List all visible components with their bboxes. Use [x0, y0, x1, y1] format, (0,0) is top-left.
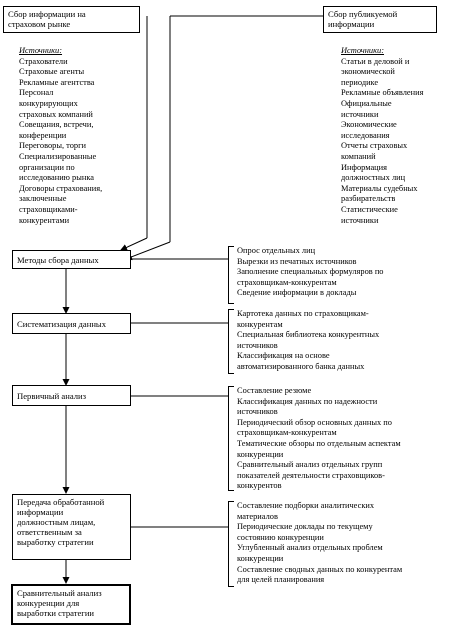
top-left-box-line: страховом рынке: [8, 19, 71, 29]
list-item: автоматизированного банка данных: [237, 361, 365, 371]
list-item: организации по: [19, 162, 75, 172]
step-box-systematization: [12, 313, 131, 334]
brace: [228, 309, 234, 374]
list-item: конференции: [19, 130, 67, 140]
list-item: источников: [237, 340, 278, 350]
top-left-box-line: Сбор информации на: [8, 9, 86, 19]
brace: [228, 246, 234, 304]
brace: [228, 386, 234, 491]
list-item: конкуренции: [237, 553, 284, 563]
list-item: Страхователи: [19, 56, 68, 66]
list-item: Статьи в деловой и: [341, 56, 410, 66]
list-item: исследования: [341, 130, 390, 140]
list-item: Составление подборки аналитических: [237, 501, 375, 510]
top-right-box-line: информации: [328, 19, 375, 29]
list-item: Рекламные объявления: [341, 88, 424, 98]
final-box-line: Сравнительный анализ: [17, 588, 102, 598]
step-details-systematization: [237, 309, 379, 373]
list-item: страховщикам-конкурентам: [237, 428, 337, 438]
list-item: источники: [341, 109, 379, 119]
list-item: исследованию рынка: [19, 173, 94, 183]
step-label: выработку стратегии: [17, 537, 94, 547]
list-item: источники: [341, 215, 379, 225]
list-item: Сведение информации в доклады: [237, 288, 357, 298]
step-label: должностным лицам,: [17, 517, 96, 527]
left-sources: [19, 46, 102, 226]
list-item: компаний: [341, 151, 376, 161]
top-left-box: [3, 6, 140, 33]
final-box: [11, 584, 131, 625]
list-item: страховщиками-: [19, 204, 78, 214]
list-item: Персонал: [19, 88, 54, 98]
list-item: Отчеты страховых: [341, 141, 408, 151]
top-right-box-line: Сбор публикуемой: [328, 9, 398, 19]
list-item: Картотека данных по страховщикам-: [237, 309, 369, 318]
list-item: Статистические: [341, 204, 398, 214]
list-item: должностных лиц: [341, 173, 406, 183]
step-label: ответственным за: [17, 527, 82, 537]
step-details-primary-analysis: [237, 386, 401, 492]
list-item: Углубленный анализ отдельных проблем: [237, 543, 383, 553]
list-item: Информация: [341, 162, 387, 172]
list-item: страховщикам-конкурентам: [237, 277, 337, 287]
list-item: Официальные: [341, 98, 392, 108]
list-item: Специализированные: [19, 151, 97, 161]
right-sources-heading: Источники:: [341, 46, 385, 55]
list-item: экономической: [341, 67, 395, 77]
step-label: Методы сбора данных: [17, 255, 99, 265]
list-item: Опрос отдельных лиц: [237, 246, 316, 255]
step-details-transfer: [237, 501, 402, 586]
list-item: источников: [237, 407, 278, 417]
list-item: страховых компаний: [19, 109, 93, 119]
list-item: конкурирующих: [19, 98, 78, 108]
list-item: Специальная библиотека конкурентных: [237, 330, 380, 340]
step-box-transfer: [12, 494, 131, 560]
list-item: Материалы судебных: [341, 183, 418, 193]
list-item: заключенные: [19, 194, 67, 204]
list-item: Периодический обзор основных данных по: [237, 417, 392, 427]
list-item: разбирательств: [341, 194, 396, 204]
list-item: Составление резюме: [237, 386, 312, 395]
list-item: для целей планирования: [237, 575, 325, 585]
top-right-box: [323, 6, 437, 33]
list-item: состоянию конкуренции: [237, 532, 324, 542]
list-item: конкурентами: [19, 215, 70, 225]
list-item: Сравнительный анализ отдельных групп: [237, 460, 383, 470]
step-box-methods: [12, 250, 131, 269]
list-item: Классификация на основе: [237, 351, 330, 361]
final-box-line: выработки стратегии: [17, 608, 95, 618]
list-item: конкурентов: [237, 481, 282, 491]
list-item: периодике: [341, 77, 379, 87]
step-label: Передача обработанной: [17, 497, 105, 507]
list-item: показателей деятельности страховщиков-: [237, 470, 385, 480]
final-box-line: конкуренции для: [17, 598, 80, 608]
left-sources-heading: Источники:: [19, 46, 63, 55]
list-item: Классификация данных по надежности: [237, 396, 378, 406]
step-label: Первичный анализ: [17, 391, 87, 401]
list-item: конкуренции: [237, 449, 284, 459]
list-item: Тематические обзоры по отдельным аспектам: [237, 438, 401, 448]
step-label: информации: [17, 507, 64, 517]
brace: [228, 501, 234, 587]
step-box-primary-analysis: [12, 385, 131, 406]
list-item: Договоры страхования,: [19, 183, 103, 193]
list-item: Переговоры, торги: [19, 141, 87, 151]
step-details-methods: [237, 246, 384, 299]
list-item: Вырезки из печатных источников: [237, 256, 357, 266]
right-sources: [341, 46, 423, 226]
step-label: Систематизация данных: [17, 319, 107, 329]
list-item: материалов: [237, 511, 278, 521]
list-item: Совещания, встречи,: [19, 120, 94, 130]
list-item: Составление сводных данных по конкурентам: [237, 564, 403, 574]
list-item: Страховые агенты: [19, 67, 85, 77]
arrow-left-source: [121, 238, 147, 250]
list-item: Периодические доклады по текущему: [237, 522, 373, 532]
list-item: конкурентам: [237, 319, 283, 329]
list-item: Экономические: [341, 120, 397, 130]
list-item: Заполнение специальных формуляров по: [237, 267, 384, 277]
list-item: Рекламные агентства: [19, 77, 95, 87]
